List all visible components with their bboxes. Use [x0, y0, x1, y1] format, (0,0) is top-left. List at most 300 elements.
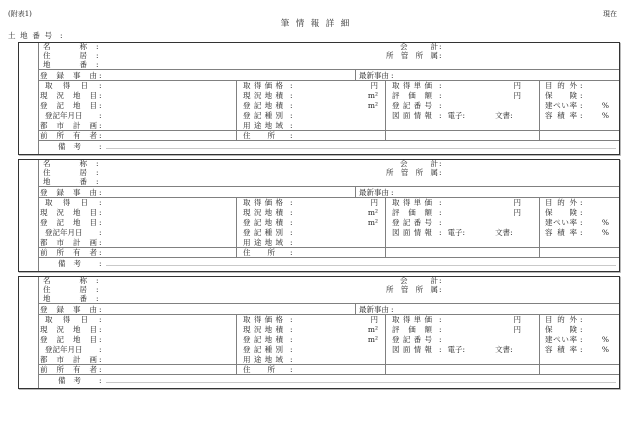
grid-row: [39, 325, 619, 335]
grid-row: [39, 345, 619, 355]
colon: :: [96, 284, 99, 294]
left-margin-cell: [19, 277, 39, 388]
floor-area-ratio-label: 容積率: [545, 227, 577, 237]
current-land-category-label: 現況地目: [40, 91, 97, 101]
colon: :: [99, 91, 102, 101]
city-planning-label: 都市計画: [40, 354, 97, 364]
percent-unit: %: [601, 217, 609, 227]
remarks-underline: [106, 376, 616, 383]
paper-document-label: 文書: [495, 227, 511, 237]
registered-land-category-cell: [39, 335, 236, 345]
previous-owner-cell: [39, 365, 236, 374]
empty-cell: [539, 355, 619, 365]
colon: :: [290, 344, 293, 354]
colon: :: [99, 187, 102, 197]
grid-row: [39, 355, 619, 365]
remarks-label: 備考: [58, 259, 81, 269]
remarks-row: [39, 141, 619, 154]
registered-land-category-cell: [39, 101, 236, 111]
colon: :: [99, 334, 102, 344]
previous-owner-row: [39, 248, 619, 258]
colon: :: [439, 159, 442, 168]
colon: :: [462, 110, 466, 120]
current-land-category-cell: [39, 208, 236, 218]
colon: :: [290, 100, 293, 110]
colon: :: [580, 334, 583, 344]
parcel-block-1: [18, 42, 620, 155]
name-label: 名称: [43, 42, 87, 51]
acquisition-date-cell: [39, 81, 236, 91]
current-land-category-cell: [39, 91, 236, 101]
city-planning-cell: [39, 355, 236, 365]
empty-cell: [385, 365, 539, 374]
lot-number-row: [39, 295, 619, 304]
latest-reason-label: 最新事由: [359, 187, 389, 197]
name-row: [39, 160, 619, 169]
drawing-info-label: 図面情報: [392, 227, 432, 237]
registration-reason-row: [39, 303, 619, 314]
colon: :: [99, 70, 102, 80]
colon: :: [290, 91, 293, 101]
insurance-cell: [539, 208, 619, 218]
grid-row: [39, 218, 619, 228]
colon: :: [580, 198, 583, 208]
colon: :: [99, 259, 102, 269]
colon: :: [510, 227, 513, 237]
previous-owner-cell: [39, 131, 236, 140]
current-land-category-label: 現況地目: [40, 325, 97, 335]
account-label: 会計: [400, 159, 438, 168]
colon: :: [439, 100, 442, 110]
appraised-value-label: 評価額: [392, 325, 432, 335]
registration-number-cell: [385, 218, 539, 228]
account-label: 会計: [400, 42, 438, 51]
unit-price-cell: [385, 81, 539, 91]
grid-row: [39, 198, 619, 208]
remarks-underline: [106, 142, 616, 149]
colon: :: [290, 247, 293, 257]
unit-price-label: 取得単価: [392, 315, 432, 325]
residence-row: [39, 286, 619, 295]
owner-address-label: 住所: [243, 130, 275, 140]
registration-date-cell: [39, 228, 236, 238]
square-meter-unit: m²: [367, 91, 378, 101]
colon: :: [580, 217, 583, 227]
current-area-cell: [236, 325, 385, 335]
yen-unit: 円: [513, 325, 521, 335]
name-label: 名称: [43, 276, 87, 285]
empty-cell: [539, 248, 619, 257]
colon: :: [439, 315, 442, 325]
electronic-label: 電子: [447, 344, 463, 354]
paper-document-label: 文書: [495, 110, 511, 120]
appraised-value-label: 評価額: [392, 208, 432, 218]
yen-unit: 円: [513, 198, 521, 208]
lot-number-label: 地番: [43, 59, 87, 69]
colon: :: [96, 276, 99, 285]
acquisition-date-label: 取得日: [45, 198, 88, 208]
registration-date-label: 登記年月日: [45, 227, 83, 237]
insurance-label: 保険: [545, 208, 577, 218]
form-ref: (附表1): [8, 10, 32, 18]
colon: :: [580, 325, 583, 335]
square-meter-unit: m²: [367, 217, 378, 227]
drawing-info-cell: [385, 345, 539, 355]
registered-land-category-label: 登記地目: [40, 100, 97, 110]
registered-area-cell: [236, 101, 385, 111]
registration-date-label: 登記年月日: [45, 344, 83, 354]
yen-unit: 円: [370, 315, 378, 325]
insurance-cell: [539, 91, 619, 101]
building-coverage-ratio-cell: [539, 101, 619, 111]
colon: :: [99, 100, 102, 110]
registration-date-cell: [39, 345, 236, 355]
latest-reason-label: 最新事由: [359, 70, 389, 80]
yen-unit: 円: [513, 315, 521, 325]
drawing-info-label: 図面情報: [392, 110, 432, 120]
registration-reason-label: 登録事由: [40, 187, 97, 197]
latest-reason-box: [355, 304, 619, 314]
grid-row: [39, 228, 619, 238]
lot-number-label: 地番: [43, 293, 87, 303]
managing-department-field: [386, 286, 442, 295]
colon: :: [290, 110, 293, 120]
use-district-cell: [236, 355, 385, 365]
colon: :: [439, 325, 442, 335]
colon: :: [439, 167, 442, 177]
insurance-cell: [539, 325, 619, 335]
colon: :: [99, 120, 102, 130]
current-area-label: 現況地積: [243, 91, 283, 101]
building-coverage-ratio-label: 建ぺい率: [545, 334, 577, 344]
use-district-label: 用途地域: [243, 120, 283, 130]
city-planning-cell: [39, 238, 236, 248]
colon: :: [99, 217, 102, 227]
percent-unit: %: [601, 334, 609, 344]
remarks-underline: [106, 259, 616, 266]
use-district-label: 用途地域: [243, 354, 283, 364]
building-coverage-ratio-cell: [539, 218, 619, 228]
empty-cell: [385, 238, 539, 248]
page-title: 筆情報詳細: [280, 19, 356, 29]
colon: :: [439, 208, 442, 218]
empty-cell: [385, 121, 539, 131]
current-land-category-label: 現況地目: [40, 208, 97, 218]
registered-area-label: 登記地積: [243, 217, 283, 227]
grid-row: [39, 315, 619, 325]
yen-unit: 円: [370, 198, 378, 208]
electronic-label: 電子: [447, 227, 463, 237]
name-row: [39, 43, 619, 52]
colon: :: [580, 227, 583, 237]
registration-type-label: 登記種別: [243, 110, 283, 120]
registration-date-label: 登記年月日: [45, 110, 83, 120]
registration-number-cell: [385, 335, 539, 345]
unit-price-label: 取得単価: [392, 81, 432, 91]
colon: :: [290, 227, 293, 237]
owner-address-label: 住所: [243, 247, 275, 257]
colon: :: [99, 227, 102, 237]
acquired-price-cell: [236, 81, 385, 91]
grid-row: [39, 238, 619, 248]
colon: :: [290, 198, 293, 208]
registered-area-label: 登記地積: [243, 100, 283, 110]
detail-grid: [39, 314, 619, 365]
colon: :: [462, 227, 466, 237]
registration-type-label: 登記種別: [243, 344, 283, 354]
as-of-label: 現在: [603, 10, 617, 18]
colon: :: [439, 91, 442, 101]
current-area-cell: [236, 91, 385, 101]
owner-address-cell: [236, 365, 385, 374]
block-content: [39, 43, 619, 154]
colon: :: [439, 284, 442, 294]
land-number-label: 土地番号: [8, 31, 52, 40]
colon: :: [99, 198, 102, 208]
colon: :: [99, 208, 102, 218]
acquisition-date-cell: [39, 315, 236, 325]
acquired-price-cell: [236, 315, 385, 325]
colon: :: [439, 110, 442, 120]
parcel-blocks: [18, 42, 620, 393]
lot-number-row: [39, 61, 619, 70]
colon: :: [580, 81, 583, 91]
colon: :: [439, 217, 442, 227]
parcel-block-3: [18, 276, 620, 389]
square-meter-unit: m²: [367, 208, 378, 218]
percent-unit: %: [601, 227, 609, 237]
acquisition-date-cell: [39, 198, 236, 208]
unit-price-cell: [385, 315, 539, 325]
grid-row: [39, 91, 619, 101]
colon: :: [510, 344, 513, 354]
colon: :: [290, 354, 293, 364]
yen-unit: 円: [370, 81, 378, 91]
residence-label: 住居: [43, 50, 87, 60]
previous-owner-row: [39, 365, 619, 375]
yen-unit: 円: [513, 208, 521, 218]
colon: :: [96, 59, 99, 69]
city-planning-cell: [39, 121, 236, 131]
lot-number-label: 地番: [43, 176, 87, 186]
colon: :: [290, 208, 293, 218]
residence-label: 住居: [43, 284, 87, 294]
acquired-price-label: 取得価格: [243, 81, 283, 91]
floor-area-ratio-label: 容積率: [545, 110, 577, 120]
city-planning-label: 都市計画: [40, 120, 97, 130]
colon: :: [391, 70, 394, 80]
drawing-info-cell: [385, 228, 539, 238]
colon: :: [96, 293, 99, 303]
square-meter-unit: m²: [367, 325, 378, 335]
colon: :: [60, 31, 63, 40]
square-meter-unit: m²: [367, 334, 378, 344]
city-planning-label: 都市計画: [40, 237, 97, 247]
unit-price-label: 取得単価: [392, 198, 432, 208]
colon: :: [96, 176, 99, 186]
non-purpose-cell: [539, 81, 619, 91]
registration-number-cell: [385, 101, 539, 111]
floor-area-ratio-cell: [539, 345, 619, 355]
previous-owner-label: 前所有者: [40, 364, 97, 374]
colon: :: [96, 42, 99, 51]
colon: :: [462, 344, 466, 354]
managing-department-label: 所管所属: [386, 167, 438, 177]
unit-price-cell: [385, 198, 539, 208]
non-purpose-cell: [539, 315, 619, 325]
lot-number-row: [39, 178, 619, 187]
insurance-label: 保険: [545, 91, 577, 101]
colon: :: [99, 325, 102, 335]
registration-type-cell: [236, 111, 385, 121]
empty-cell: [385, 131, 539, 140]
colon: :: [580, 315, 583, 325]
colon: :: [439, 81, 442, 91]
registered-land-category-cell: [39, 218, 236, 228]
colon: :: [99, 237, 102, 247]
acquired-price-label: 取得価格: [243, 198, 283, 208]
yen-unit: 円: [513, 81, 521, 91]
colon: :: [290, 130, 293, 140]
building-coverage-ratio-label: 建ぺい率: [545, 100, 577, 110]
registration-date-cell: [39, 111, 236, 121]
appraised-value-cell: [385, 325, 539, 335]
appraised-value-cell: [385, 91, 539, 101]
non-purpose-cell: [539, 198, 619, 208]
colon: :: [290, 120, 293, 130]
colon: :: [99, 315, 102, 325]
acquisition-date-label: 取得日: [45, 81, 88, 91]
appraised-value-cell: [385, 208, 539, 218]
block-content: [39, 160, 619, 271]
acquisition-date-label: 取得日: [45, 315, 88, 325]
colon: :: [439, 334, 442, 344]
residence-row: [39, 52, 619, 61]
colon: :: [510, 110, 513, 120]
use-district-cell: [236, 121, 385, 131]
colon: :: [99, 142, 102, 152]
appraised-value-label: 評価額: [392, 91, 432, 101]
current-area-label: 現況地積: [243, 325, 283, 335]
percent-unit: %: [601, 100, 609, 110]
colon: :: [439, 50, 442, 60]
registration-number-label: 登記番号: [392, 100, 432, 110]
grid-row: [39, 101, 619, 111]
floor-area-ratio-cell: [539, 111, 619, 121]
empty-cell: [385, 248, 539, 257]
colon: :: [99, 110, 102, 120]
managing-department-label: 所管所属: [386, 284, 438, 294]
drawing-info-cell: [385, 111, 539, 121]
block-content: [39, 277, 619, 388]
empty-cell: [539, 131, 619, 140]
colon: :: [99, 130, 102, 140]
latest-reason-box: [355, 70, 619, 80]
empty-cell: [539, 238, 619, 248]
remarks-row: [39, 258, 619, 271]
acquired-price-cell: [236, 198, 385, 208]
building-coverage-ratio-cell: [539, 335, 619, 345]
registered-land-category-label: 登記地目: [40, 334, 97, 344]
drawing-info-label: 図面情報: [392, 344, 432, 354]
latest-reason-box: [355, 187, 619, 197]
registration-type-label: 登記種別: [243, 227, 283, 237]
acquired-price-label: 取得価格: [243, 315, 283, 325]
previous-owner-label: 前所有者: [40, 130, 97, 140]
square-meter-unit: m²: [367, 100, 378, 110]
colon: :: [96, 159, 99, 168]
registered-area-cell: [236, 218, 385, 228]
non-purpose-label: 目的外: [545, 315, 577, 325]
colon: :: [99, 304, 102, 314]
empty-cell: [539, 365, 619, 374]
owner-address-label: 住所: [243, 364, 275, 374]
colon: :: [290, 334, 293, 344]
colon: :: [99, 364, 102, 374]
owner-address-cell: [236, 131, 385, 140]
registration-type-cell: [236, 345, 385, 355]
colon: :: [99, 376, 102, 386]
colon: :: [391, 304, 394, 314]
colon: :: [290, 364, 293, 374]
detail-grid: [39, 80, 619, 131]
current-land-category-cell: [39, 325, 236, 335]
land-number-field: [8, 30, 63, 41]
previous-owner-label: 前所有者: [40, 247, 97, 257]
left-margin-cell: [19, 160, 39, 271]
colon: :: [290, 217, 293, 227]
percent-unit: %: [601, 344, 609, 354]
managing-department-field: [386, 169, 442, 178]
latest-reason-label: 最新事由: [359, 304, 389, 314]
detail-grid: [39, 197, 619, 248]
colon: :: [99, 247, 102, 257]
colon: :: [439, 276, 442, 285]
registration-reason-row: [39, 186, 619, 197]
registration-number-label: 登記番号: [392, 217, 432, 227]
colon: :: [580, 110, 583, 120]
name-row: [39, 277, 619, 286]
colon: :: [580, 100, 583, 110]
colon: :: [580, 344, 583, 354]
paper-document-label: 文書: [495, 344, 511, 354]
grid-row: [39, 111, 619, 121]
previous-owner-row: [39, 131, 619, 141]
colon: :: [439, 227, 442, 237]
remarks-row: [39, 375, 619, 388]
colon: :: [439, 42, 442, 51]
managing-department-field: [386, 52, 442, 61]
registration-reason-row: [39, 69, 619, 80]
managing-department-label: 所管所属: [386, 50, 438, 60]
colon: :: [96, 50, 99, 60]
colon: :: [290, 325, 293, 335]
current-area-label: 現況地積: [243, 208, 283, 218]
registration-reason-label: 登録事由: [40, 70, 97, 80]
electronic-label: 電子: [447, 110, 463, 120]
left-margin-cell: [19, 43, 39, 154]
account-label: 会計: [400, 276, 438, 285]
building-coverage-ratio-label: 建ぺい率: [545, 217, 577, 227]
grid-row: [39, 81, 619, 91]
registration-number-label: 登記番号: [392, 334, 432, 344]
remarks-label: 備考: [58, 376, 81, 386]
colon: :: [290, 237, 293, 247]
grid-row: [39, 335, 619, 345]
insurance-label: 保険: [545, 325, 577, 335]
residence-row: [39, 169, 619, 178]
remarks-label: 備考: [58, 142, 81, 152]
